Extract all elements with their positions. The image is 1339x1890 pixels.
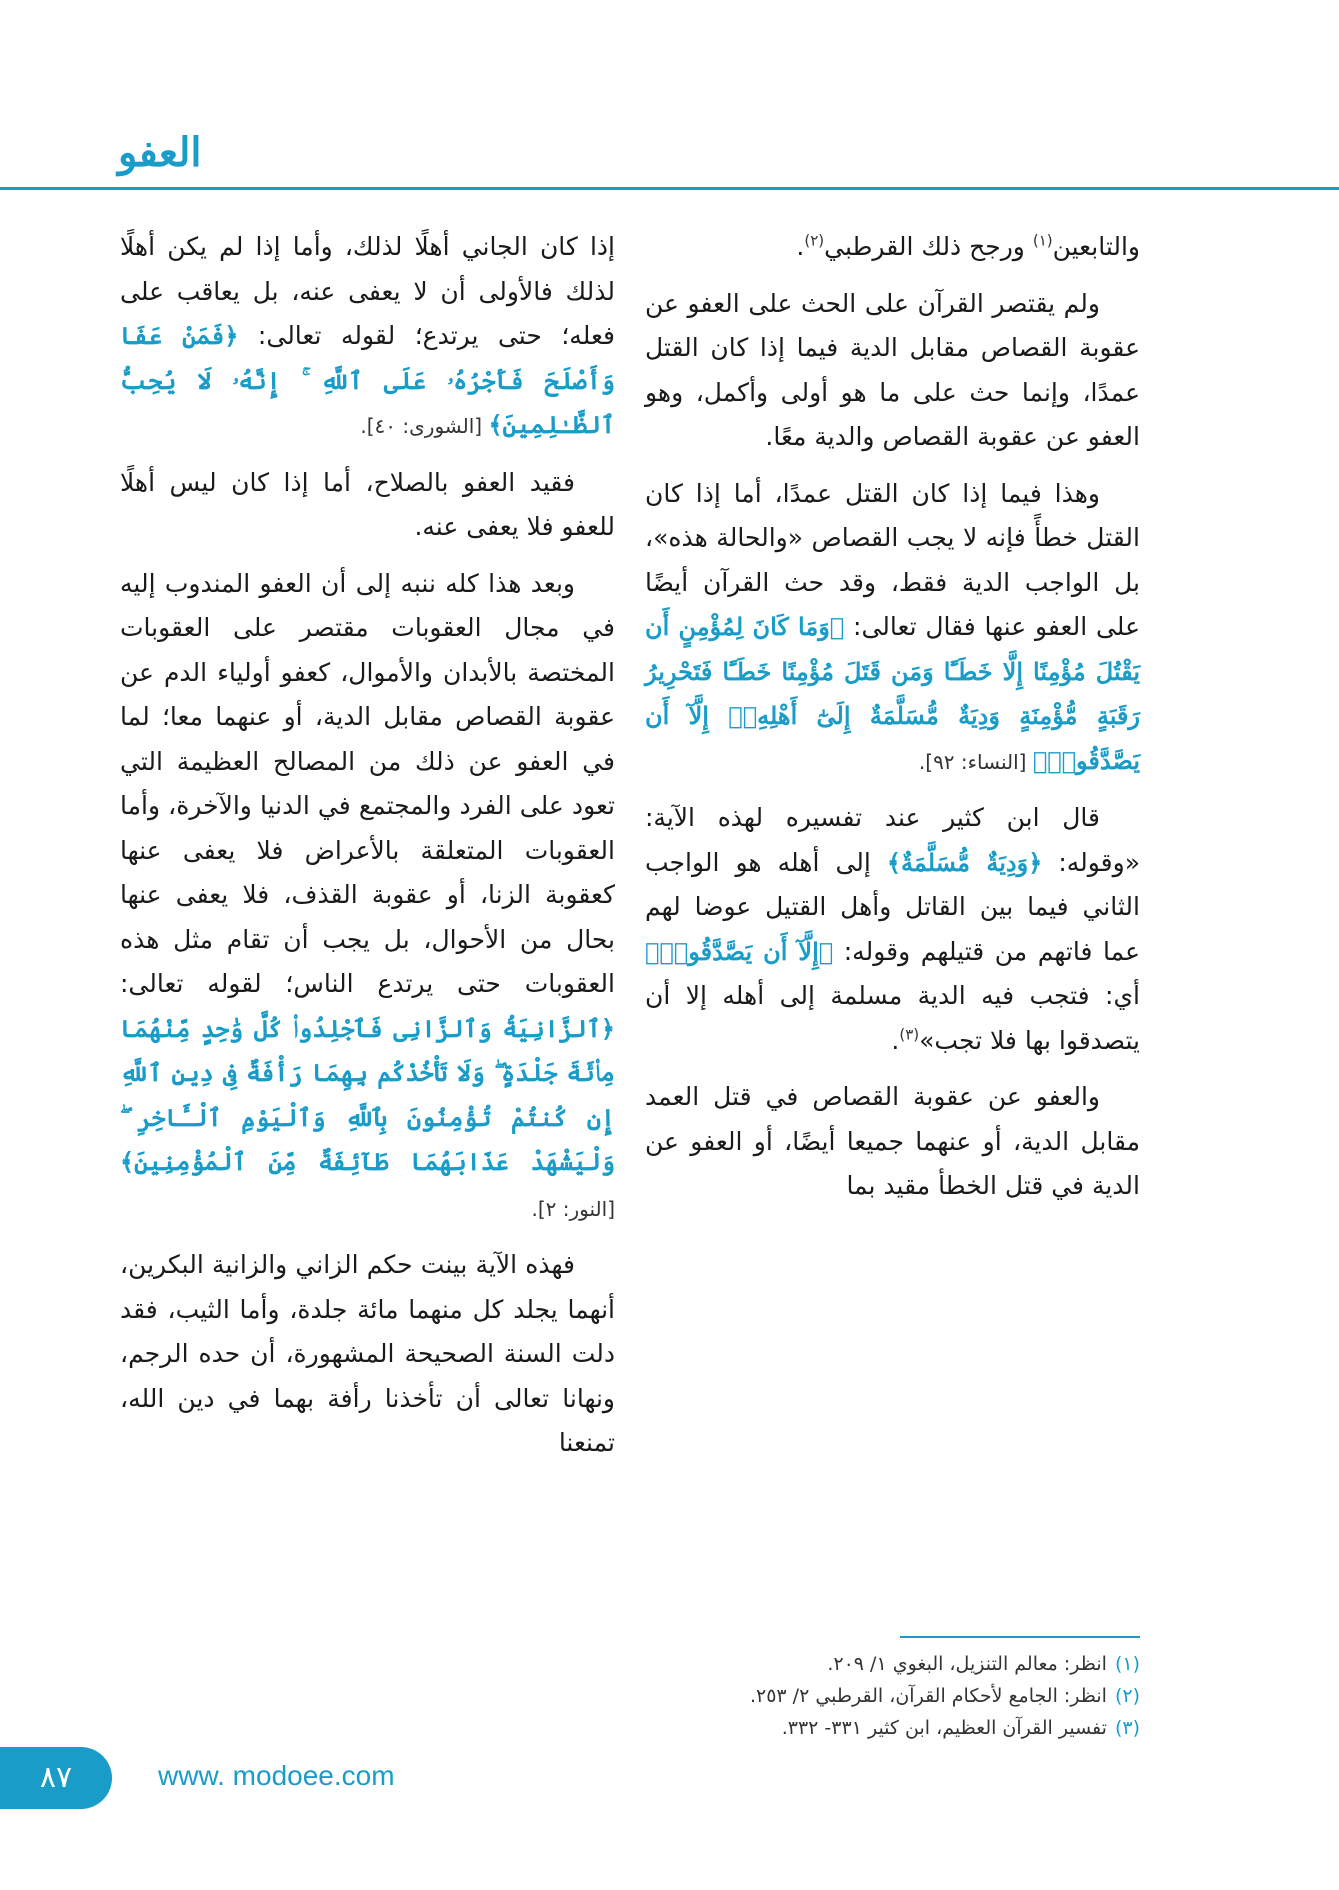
footnote-text: انظر: الجامع لأحكام القرآن، القرطبي ٢/ ٢٥٣. bbox=[749, 1685, 1107, 1707]
footnote-number: (١) bbox=[1114, 1653, 1140, 1675]
page-number: ٨٧ bbox=[0, 1747, 112, 1809]
quran-verse: ﴿فَمَنْ عَفَا وَأَصْلَحَ فَأَجْرُهُۥ عَلَى ٱللَّهِ ۚ إِنَّهُۥ لَا يُحِبُّ ٱلظَّـٰلِمِينَ﴾ bbox=[120, 321, 615, 439]
verse-reference: [النور: ٢]. bbox=[531, 1196, 615, 1221]
chapter-title: العفو bbox=[118, 129, 202, 176]
footnotes bbox=[645, 1648, 1140, 1744]
text-run: أي: فتجب فيه الدية مسلمة إلى أهله إلا أن يتصدقوا بها فلا تجب» bbox=[645, 981, 1140, 1055]
quran-verse: ﴿ٱلزَّانِيَةُ وَٱلزَّانِى فَٱجْلِدُوا۟ كُلَّ وَٰحِدٍ مِّنْهُمَا مِا۟ئَةَ جَلْدَةٍ ۖ وَلَا تَأْخُذْكُم بِهِمَا رَأْفَةٌ فِى دِينِ ٱللَّهِ إِن كُنتُمْ تُؤْمِنُونَ بِٱللَّهِ وَٱلْيَوْمِ ٱلْـَٔاخِرِ ۖ وَلْيَشْهَدْ عَذَابَهُمَا طَآئِفَةٌ مِّنَ ٱلْمُؤْمِنِينَ﴾ bbox=[120, 1013, 615, 1176]
footnote-3 bbox=[645, 1712, 1140, 1744]
paragraph: فهذه الآية بينت حكم الزاني والزانية البكرين، أنهما يجلد كل منهما مائة جلدة، وأما الثيب، فقد دلت السنة الصحيحة المشهورة، أن حده الرجم، ونهانا تعالى أن تأخذنا رأفة بهما في دين الله، تمنعنا bbox=[120, 1250, 615, 1457]
left-column bbox=[120, 225, 615, 1478]
verse-reference: [النساء: ٩٢]. bbox=[918, 749, 1033, 774]
website-link[interactable]: www. modoee.com bbox=[158, 1760, 395, 1791]
text-run: . bbox=[796, 232, 805, 261]
footnote-number: (٣) bbox=[1114, 1717, 1140, 1739]
text-run: . bbox=[891, 1025, 900, 1055]
paragraph bbox=[120, 562, 615, 1232]
verse-reference: [الشورى: ٤٠]. bbox=[360, 414, 489, 438]
footnote-1 bbox=[645, 1648, 1140, 1680]
quran-verse: ﴿وَدِيَةٌ مُّسَلَّمَةٌ﴾ bbox=[886, 847, 1043, 877]
footnote-number: (٢) bbox=[1114, 1685, 1140, 1707]
text-run: إلى أهله هو الواجب الثاني فيما بين القاتل وأهل القتيل عوضا لهم عما فاتهم من قتيلهم وقوله: bbox=[645, 847, 1140, 966]
quran-verse: ﴿وَمَا كَانَ لِمُؤْمِنٍ أَن يَقْتُلَ مُؤْمِنًا إِلَّا خَطَـًٔا وَمَن قَتَلَ مُؤْمِنًا خَطَـًٔا فَتَحْرِيرُ رَقَبَةٍ مُّؤْمِنَةٍ وَدِيَةٌ مُّسَلَّمَةٌ إِلَىٰٓ أَهْلِهِۦٓ إِلَّآ أَن يَصَّدَّقُوا۟﴾ bbox=[645, 612, 1140, 775]
paragraph: فقيد العفو بالصلاح، أما إذا كان ليس أهلًا للعفو فلا يعفى عنه. bbox=[120, 467, 615, 541]
paragraph bbox=[645, 472, 1140, 785]
footnote-ref-3[interactable]: (٣) bbox=[899, 1025, 920, 1044]
footnote-text: تفسير القرآن العظيم، ابن كثير ٣٣١- ٣٣٢. bbox=[781, 1717, 1107, 1739]
text-run: وبعد هذا كله ننبه إلى أن العفو المندوب إليه في مجال العقوبات مقتصر على العقوبات المختصة بالأبدان والأموال، كعفو أولياء الدم عن عقوبة القصاص مقابل الدية، أو عنهما معا؛ لما في العفو عن ذلك من المصالح العظيمة التي تعود على الفرد والمجتمع في الدنيا والآخرة، وأما العقوبات المتعلقة بالأعراض فلا يعفى عنها كعقوبة الزنا، أو عقوبة القذف، فلا يعفى عنها بحال من الأحوال، بل يجب أن تقام مثل هذه العقوبات حتى يرتدع الناس؛ لقوله تعالى: bbox=[120, 568, 615, 998]
page-header bbox=[0, 125, 1339, 190]
text-run: وهذا فيما إذا كان القتل عمدًا، أما إذا كان القتل خطأً فإنه لا يجب القصاص «والحالة هذه»، بل الواجب الدية فقط، وقد حث القرآن أيضًا على العفو عنها فقال تعالى: bbox=[645, 478, 1140, 641]
footnote-text: انظر: معالم التنزيل، البغوي ١/ ٢٠٩. bbox=[827, 1653, 1107, 1675]
footnote-ref-1[interactable]: (١) bbox=[1032, 231, 1053, 250]
footnote-2 bbox=[645, 1680, 1140, 1712]
paragraph: ولم يقتصر القرآن على الحث على العفو عن عقوبة القصاص مقابل الدية فيما إذا كان القتل عمدًا، وإنما حث على ما هو أولى وأكمل، وهو العفو عن عقوبة القصاص والدية معًا. bbox=[645, 288, 1140, 451]
text-run: ورجح ذلك القرطبي bbox=[824, 232, 1033, 261]
paragraph bbox=[120, 225, 615, 449]
text-run: قال ابن كثير عند تفسيره لهذه الآية: «وقوله: bbox=[645, 803, 1141, 877]
footnote-ref-2[interactable]: (٢) bbox=[804, 231, 825, 250]
text-run: والتابعين bbox=[1052, 232, 1140, 261]
paragraph bbox=[645, 796, 1140, 1063]
text-run: إذا كان الجاني أهلًا لذلك، وأما إذا لم يكن أهلًا لذلك فالأولى أن لا يعفى عنه، بل يعاقب على فعله؛ حتى يرتدع؛ لقوله تعالى: bbox=[120, 232, 615, 350]
paragraph bbox=[645, 225, 1140, 270]
right-column bbox=[645, 225, 1140, 1221]
quran-verse: ﴿إِلَّآ أَن يَصَّدَّقُوا۟﴾ bbox=[645, 936, 834, 966]
paragraph: والعفو عن عقوبة القصاص في قتل العمد مقابل الدية، أو عنهما جميعا أيضًا، أو العفو عن الدية في قتل الخطأ مقيد بما bbox=[645, 1082, 1140, 1200]
footnote-divider bbox=[900, 1636, 1140, 1638]
